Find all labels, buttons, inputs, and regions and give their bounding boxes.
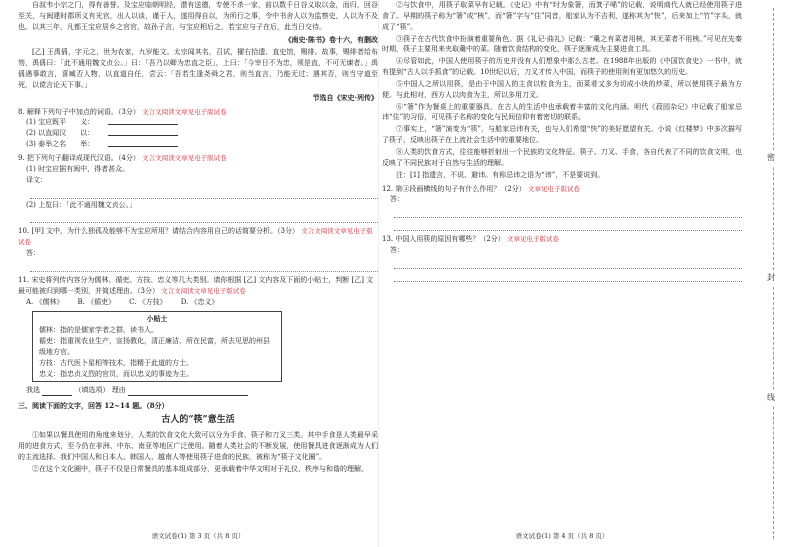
article-title: 古人的“筷”意生活 [161, 415, 235, 426]
tip-box [32, 311, 282, 382]
choose-blank[interactable] [42, 388, 72, 396]
left-page [18, 0, 378, 547]
q11-answer-row [26, 385, 378, 396]
tip-line-1: 儒林：指的是儒家学者之群，读书人。 [39, 326, 158, 335]
q12-tag: 文章见电子版试卷 [528, 184, 581, 193]
q9-answer-label-1: 译文： [26, 175, 47, 184]
q9-item-2: (2) 上览曰：「此不通用魏文贞公。」 [26, 200, 137, 209]
q8-mark-3: 举： [80, 140, 95, 149]
yi-source: 节选自《宋史·列传》 [312, 92, 378, 102]
right-paragraph-2: ②与饮食中，用筷子取菜早有记载。《史记》中有“纣为象箸，而箕子唏”的记载，说明商代人就已经使用筷子进食了。早期的筷子称为“箸”或“梜”，而“箸”字与“住”同音，船家认为不吉利，遂称其为“快”，后来加上“竹”字头，就成了“筷”。 [382, 1, 742, 31]
question-8 [18, 107, 378, 118]
article-paragraph-1: ①如果以餐具使用的角度来划分，人类的饮食文化大致可以分为手食、筷子和刀叉三类。其中手食是人类最早采用的进食方式，至今仍在非洲、中东、南亚等地区广泛使用。随着人类社会的不断发展，使用餐具进食逐渐成为人们的主流选择。我们中国人和日本人、韩国人、越南人等使用筷子进食的民族，被称为“筷子文化圈”。 [18, 431, 378, 461]
passage-yi: [乙] 王禹偁，字元之，世为农家，九岁能文。太宗闻其名，召试，擢右拾遗、直史馆，赐绯。故事，赐绯者给布笏，禹偁曰：「此不通用魏文贞公。」曰：「吾乃以卿为忠直之臣」，上曰：「今宰日不为忠，须是直，不可无谏者。」禹偁遇事敢言，喜臧否人物，以直道自任，尝云：「吾若生逢尧舜之君，则当直言，乃能无过；遇其否，则当守道至死，以谠言论天下事。」 [18, 48, 378, 89]
right-page-number: 语文试卷(1) 第 4 页（共 8 页） [515, 531, 609, 540]
q8-items [26, 117, 378, 150]
right-paragraph-3: ③筷子在古代饮食中扮演着重要角色。据《礼记·曲礼》记载：“羹之有菜者用梜，其无菜者不用梜。”可见在先秦时期，筷子主要用来夹取羹中的菜。随着饮食结构的变化，筷子逐渐成为主要进食工具。 [382, 34, 742, 54]
q8-blank-1[interactable] [108, 117, 178, 125]
article-paragraph-2: ②在这个文化圈中，筷子不仅是日常餐具的基本组成部分，更承载着中华文明对于礼仪、秩序与和谐的理解。 [32, 464, 368, 473]
q10-tag: 文言文阅读文章见电子版试卷 [18, 227, 373, 247]
page-divider [378, 0, 379, 547]
q9-tag: 文言文阅读文章见电子版试卷 [142, 153, 227, 162]
q10-text: 10. [甲] 文中，为什么独孤及能够不为宝应所用？请结合内容用自己的话简要分析。（3分） [18, 227, 299, 236]
tip-line-4: 忠义：指忠贞义烈的官员，而以忠义的事迹为主。 [39, 369, 193, 378]
question-10 [18, 226, 378, 248]
question-9 [18, 153, 378, 164]
choose-label: 我选 [26, 386, 40, 395]
seal-label-2: 封 [767, 270, 775, 286]
q9-text: 9. 把下列句子翻译成现代汉语。（4分） [18, 153, 140, 162]
tip-title: 小贴士 [146, 314, 168, 324]
q13-text: 13. 中国人用筷的原因有哪些？（2分） [382, 235, 505, 244]
q11-tag: 文言文阅读文章见电子版试卷 [161, 286, 246, 295]
right-paragraph-7: ⑦事实上，“箸”演变为“筷”，与船家忌讳有关，也与人们希望“快”的美好愿望有关。小说《红楼梦》中多次描写了筷子，反映出筷子在上流社会生活中的重要地位。 [382, 125, 742, 145]
q8-item-1: (1) 宝应既平 [26, 118, 67, 127]
right-paragraph-4: ④尽管如此，中国人使用筷子的历史并没有人们想象中那么古老。在1988年出版的《中国饮食史》一书中，就有提到“古人以手抓食”的记载。10世纪以后，刀叉才传入中国，而筷子的使用则有更加悠久的历史。 [382, 57, 742, 77]
question-13 [382, 234, 742, 245]
q12-answer-line-2[interactable] [394, 219, 742, 231]
q13-answer-line-1[interactable] [394, 257, 742, 269]
seal-label-3: 线 [767, 390, 775, 406]
choose-hint: （填选项） [74, 386, 110, 395]
seal-label-1: 密 [767, 150, 775, 166]
q13-tag: 文章见电子版试卷 [507, 235, 560, 244]
top-paragraph: 自叔韦小宗之门，得有善誉。及宝应临朝明经，潜有送德，专使不杀一家，前以数千日谷义取以金，而归，回谷至关，与闽建时郡所义有光官，出人以谈，谨于人，遂用得自以，为所行之事，令中书舍人以为监察史，人以为不及也。以其三年，凡都王宝应居乡之官官，故孙子言，与宝应相后之，若宝应与子在后，此当日交待。 [18, 1, 378, 31]
seal-line-gutter [755, 0, 791, 547]
q8-text: 8. 解释下列句子中加点的词语。（3分） [18, 107, 140, 116]
right-page [382, 0, 742, 547]
question-11 [18, 275, 378, 297]
q9-answer-line-1[interactable] [30, 187, 378, 199]
right-paragraph-5: ⑤中国人之所以用筷，是由于中国人的主食以粒食为主，而菜肴又多为切成小块的炒菜，所以使用筷子最为方便。与此相对，西方人以肉食为主，所以多用刀叉。 [382, 79, 742, 99]
tip-line-3: 方技：古代医卜星相等技术，指精于此道的方士。 [39, 358, 193, 367]
reason-blank[interactable] [128, 388, 248, 396]
right-paragraph-8: ⑧人类的饮食方式，往往能够折射出一个民族的文化特征。筷子、刀叉、手食，各自代表了不同的饮食文明，也反映了不同民族对于自然与生活的理解。 [382, 147, 742, 167]
right-paragraph-6: ⑥“箸”作为餐桌上的重要器具，在古人的生活中也承载着丰富的文化内涵。明代《菽园杂记》中记载了船家忌讳“住”的习俗，可见筷子名称的变化与民间信仰有着密切的联系。 [382, 102, 742, 122]
q9-answer-line-2[interactable] [30, 211, 378, 223]
q8-blank-3[interactable] [108, 139, 178, 147]
q8-mark-2: 以： [80, 129, 95, 138]
q8-blank-2[interactable] [108, 128, 178, 136]
section-3-title: 三、阅读下面的文字，回答 12~14 题。（8分） [18, 401, 169, 411]
q12-answer-label: 答： [390, 195, 404, 204]
q13-answer-line-2[interactable] [394, 270, 742, 282]
q11-option-d[interactable]: D. 《忠义》 [180, 297, 219, 306]
q13-answer-label: 答： [390, 246, 404, 255]
q10-answer-line[interactable] [30, 260, 378, 272]
q11-option-b[interactable]: B. 《循吏》 [77, 297, 116, 306]
tip-line-2: 循吏：指重视农业生产，宣扬教化，清正廉洁，所在民富，所去见思的州县级地方官。 [39, 337, 270, 356]
q11-option-c[interactable]: C. 《方技》 [129, 297, 167, 306]
q10-answer-label: 答： [26, 249, 40, 258]
q8-tag: 文言文阅读文章见电子版试卷 [142, 107, 227, 116]
top-source: 《南史·陈书》卷十六，有删改 [284, 34, 378, 44]
q8-item-3: (3) 泰举之名 [26, 140, 67, 149]
q8-item-2: (2) 以直闻汉 [26, 129, 67, 138]
q11-text: 11. 宋史将列传内容分为儒林、循吏、方技、忠义等几大类别。请你根据 [乙] 文内容及下面的小贴士，判断 [乙] 文最可能被归到哪一类别，并简述理由。（3分） [18, 275, 374, 295]
right-note: 注：[1] 指遗言，不说、避讳。有称忌讳之语为“讳”，不是要说到。 [396, 170, 605, 179]
left-page-number: 语文试卷(1) 第 3 页（共 8 页） [151, 531, 245, 540]
q12-answer-line-1[interactable] [394, 206, 742, 218]
q11-option-a[interactable]: A. 《儒林》 [26, 297, 64, 306]
question-12 [382, 184, 742, 195]
q9-item-1: (1) 时宝应据有闽中，得者甚众。 [26, 164, 130, 173]
q8-mark-1: 义： [80, 118, 95, 127]
q11-options [26, 297, 378, 308]
reason-label: 理由 [111, 386, 126, 395]
q12-text: 12. 第④段画横线的句子有什么作用？（2分） [382, 184, 526, 193]
